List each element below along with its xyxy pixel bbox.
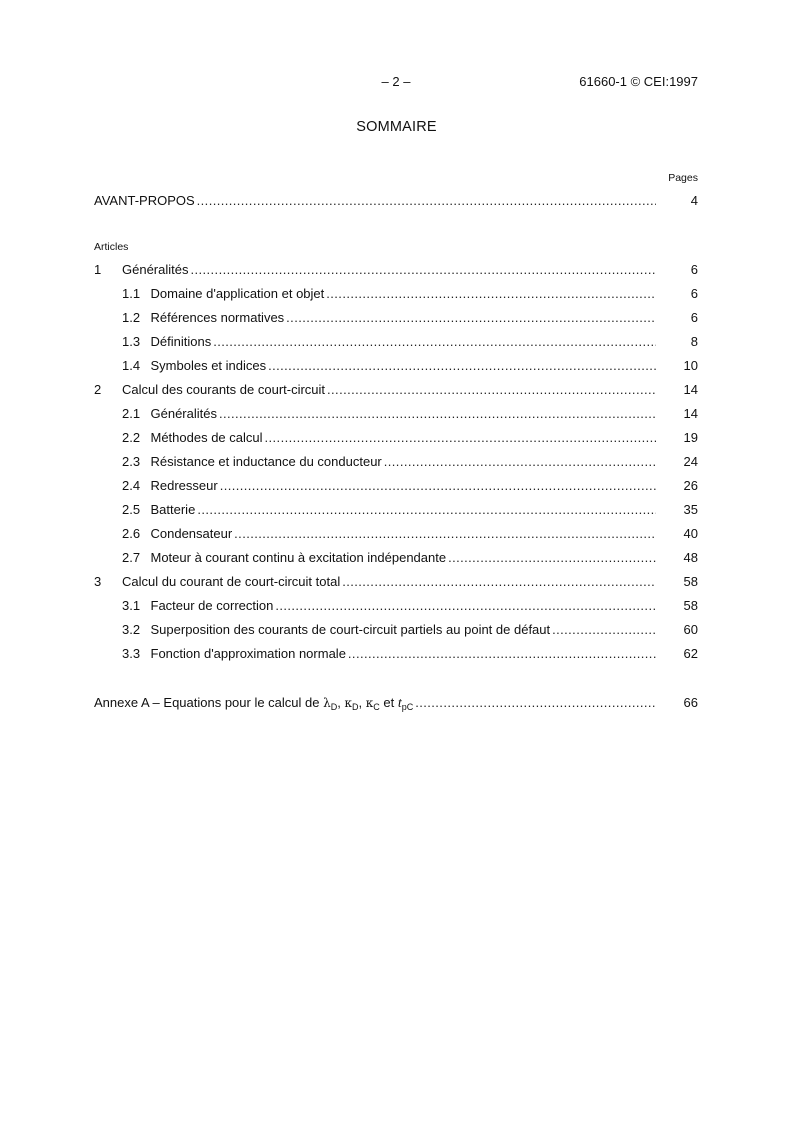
dot-leader <box>552 621 656 639</box>
dot-leader <box>415 694 656 712</box>
toc-entry[interactable] <box>122 357 698 375</box>
toc-entry-label: Définitions <box>150 334 212 349</box>
toc-entry-label: Superposition des courants de court-circuit partiels au point de défaut <box>150 622 551 637</box>
toc-entry-label: Batterie <box>150 502 196 517</box>
toc-entry-label: Généralités <box>150 406 217 421</box>
toc-entry-page: 26 <box>683 478 698 493</box>
toc-entry-page: 48 <box>683 550 698 565</box>
toc-entry-page: 58 <box>683 598 698 613</box>
toc-entry[interactable] <box>122 621 698 639</box>
dot-leader <box>275 597 656 615</box>
separator: , <box>337 695 341 710</box>
toc-entry-number: 1.4 <box>122 358 141 373</box>
toc-entry[interactable] <box>122 501 698 519</box>
dot-leader <box>326 285 656 303</box>
toc-entry-label: AVANT-PROPOS <box>94 193 195 208</box>
toc-entry-page: 24 <box>683 454 698 469</box>
toc-entry-number: 2.1 <box>122 406 141 421</box>
toc-entry[interactable] <box>122 477 698 495</box>
dot-leader <box>286 309 656 327</box>
toc-entry-number: 2.3 <box>122 454 141 469</box>
articles-label: Articles <box>94 241 129 253</box>
dot-leader <box>220 477 656 495</box>
toc-entry[interactable] <box>94 381 698 399</box>
subscript: D <box>330 702 338 712</box>
toc-entry[interactable] <box>122 309 698 327</box>
toc-entry-label: Redresseur <box>150 478 218 493</box>
toc-entry-number: 1.2 <box>122 310 141 325</box>
toc-entry-number: 2.5 <box>122 502 141 517</box>
document-reference: 61660-1 © CEI:1997 <box>579 74 698 89</box>
toc-entry-label: Fonction d'approximation normale <box>150 646 346 661</box>
toc-entry-label: Domaine d'application et objet <box>150 286 325 301</box>
toc-entry-page: 6 <box>690 310 698 325</box>
toc-entry-page: 40 <box>683 526 698 541</box>
toc-entry-page: 14 <box>683 406 698 421</box>
toc-entry[interactable] <box>122 549 698 567</box>
toc-entry-number: 3.2 <box>122 622 141 637</box>
toc-entry[interactable] <box>122 285 698 303</box>
toc-entry-number: 2.2 <box>122 430 141 445</box>
toc-entry[interactable] <box>122 429 698 447</box>
toc-entry-label: Symboles et indices <box>150 358 267 373</box>
toc-entry-number: 3.3 <box>122 646 141 661</box>
dot-leader <box>219 405 656 423</box>
pages-column-label: Pages <box>668 172 698 184</box>
toc-entry-page: 14 <box>683 382 698 397</box>
toc-entry[interactable] <box>122 405 698 423</box>
toc-entry-number: 1.1 <box>122 286 141 301</box>
toc-entry-page: 60 <box>683 622 698 637</box>
toc-entry-page: 4 <box>690 193 698 208</box>
dot-leader <box>327 381 656 399</box>
toc-entry-label: Calcul des courants de court-circuit <box>122 382 326 397</box>
subscript: C <box>373 702 380 712</box>
kappa-symbol: κ <box>344 696 352 710</box>
toc-entry[interactable] <box>122 525 698 543</box>
toc-entry[interactable] <box>122 333 698 351</box>
dot-leader <box>348 645 656 663</box>
dot-leader <box>234 525 656 543</box>
subscript: pC <box>401 702 414 712</box>
dot-leader <box>384 453 656 471</box>
toc-entry-page: 10 <box>683 358 698 373</box>
toc-entry[interactable] <box>122 453 698 471</box>
toc-entry-page: 6 <box>690 262 698 277</box>
annex-title: Annexe A – Equations pour le calcul de <box>94 695 320 710</box>
dot-leader <box>265 429 656 447</box>
toc-entry-number: 1 <box>94 262 102 277</box>
toc-entry-number: 2.6 <box>122 526 141 541</box>
page-title: SOMMAIRE <box>356 119 437 135</box>
toc-entry-number: 1.3 <box>122 334 141 349</box>
toc-entry[interactable] <box>122 597 698 615</box>
dot-leader <box>197 192 656 210</box>
dot-leader <box>197 501 656 519</box>
subscript: D <box>351 702 359 712</box>
toc-entry-label: Condensateur <box>150 526 233 541</box>
toc-entry-page: 35 <box>683 502 698 517</box>
toc-entry-annexe-a[interactable] <box>94 694 698 712</box>
dot-leader <box>342 573 656 591</box>
dot-leader <box>190 261 656 279</box>
toc-entry-label: Généralités <box>122 262 189 277</box>
page-number: – 2 – <box>381 74 411 89</box>
toc-entry-number: 2.4 <box>122 478 141 493</box>
time-symbol: t <box>397 696 402 711</box>
toc-entry[interactable] <box>94 573 698 591</box>
toc-entry-number: 3 <box>94 574 102 589</box>
toc-entry-label: Méthodes de calcul <box>150 430 263 445</box>
separator: , <box>358 695 363 710</box>
toc-entry-avant-propos[interactable] <box>94 192 698 210</box>
toc-entry-label: Références normatives <box>150 310 285 325</box>
dot-leader <box>448 549 656 567</box>
toc-entry-number: 2.7 <box>122 550 141 565</box>
toc-entry-page: 8 <box>690 334 698 349</box>
toc-entry-page: 62 <box>683 646 698 661</box>
toc-entry-label: Résistance et inductance du conducteur <box>150 454 382 469</box>
conjunction: et <box>383 695 395 710</box>
toc-entry-label <box>94 694 413 713</box>
toc-entry-number: 2 <box>94 382 102 397</box>
toc-entry-number: 3.1 <box>122 598 141 613</box>
toc-entry-label: Calcul du courant de court-circuit total <box>122 574 341 589</box>
toc-entry-label: Moteur à courant continu à excitation indépendante <box>150 550 447 565</box>
toc-entry-label: Facteur de correction <box>150 598 274 613</box>
lambda-symbol: λ <box>323 696 331 710</box>
toc-entry[interactable] <box>94 261 698 279</box>
toc-entry-page: 66 <box>683 695 698 710</box>
kappa-symbol: κ <box>365 696 374 710</box>
toc-entry-page: 6 <box>690 286 698 301</box>
toc-entry-page: 58 <box>683 574 698 589</box>
toc-entry[interactable] <box>122 645 698 663</box>
dot-leader <box>213 333 656 351</box>
dot-leader <box>268 357 656 375</box>
toc-entry-page: 19 <box>683 430 698 445</box>
